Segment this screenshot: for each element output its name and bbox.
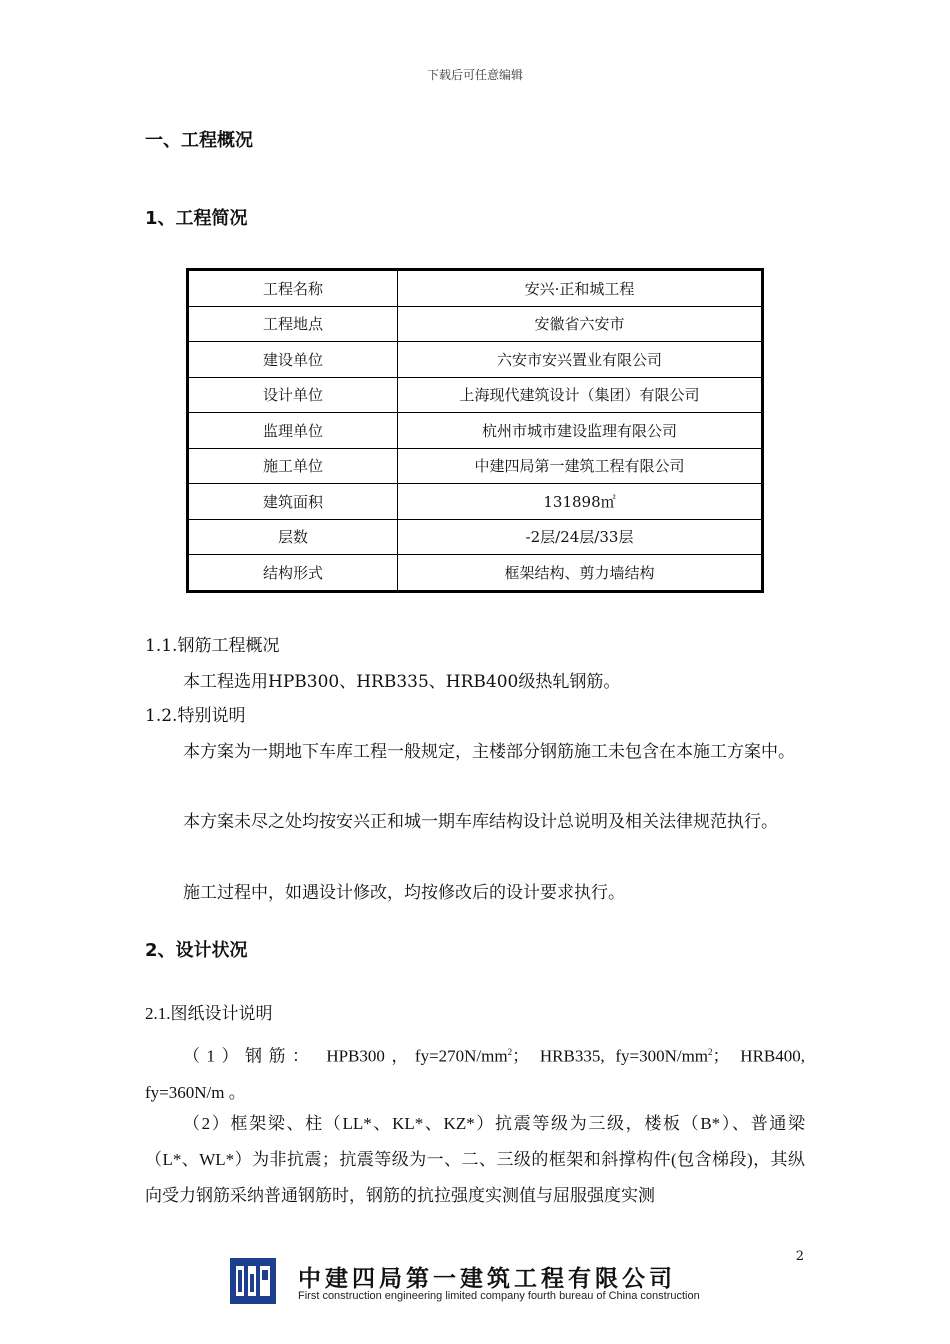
heading-2-1: 2.1.图纸设计说明 xyxy=(145,1004,273,1023)
table-label-cell: 工程地点 xyxy=(188,306,398,342)
paragraph-1-2b: 本方案未尽之处均按安兴正和城一期车库结构设计总说明及相关法律规范执行。 xyxy=(183,812,778,832)
table-value-cell: -2层/24层/33层 xyxy=(398,519,763,555)
paragraph-1-2c: 施工过程中，如遇设计修改，均按修改后的设计要求执行。 xyxy=(183,883,625,903)
paragraph-1-1: 本工程选用HPB300、HRB335、HRB400级热轧钢筋。 xyxy=(183,672,621,692)
footer-company-name-cn: 中建四局第一建筑工程有限公司 xyxy=(298,1266,676,1292)
table-row xyxy=(188,413,763,449)
table-label-cell: 工程名称 xyxy=(188,270,398,307)
table-value-cell: 框架结构、剪力墙结构 xyxy=(398,555,763,592)
table-row xyxy=(188,306,763,342)
table-label-cell: 监理单位 xyxy=(188,413,398,449)
table-label-cell: 建设单位 xyxy=(188,342,398,378)
rebar-text-2: ； HRB335, fy=300N/mm xyxy=(512,1046,709,1066)
section-heading-design: 2、设计状况 xyxy=(145,940,248,961)
page-number: 2 xyxy=(795,1249,804,1264)
header-note: 下载后可任意编辑 xyxy=(426,68,523,82)
table-value-cell: 六安市安兴置业有限公司 xyxy=(398,342,763,378)
table-row xyxy=(188,555,763,592)
rebar-text-3: ； HRB400, fy=360N/m 。 xyxy=(145,1046,805,1102)
table-row xyxy=(188,342,763,378)
company-logo-icon xyxy=(230,1258,276,1304)
table-label-cell: 施工单位 xyxy=(188,448,398,484)
table-label-cell: 建筑面积 xyxy=(188,484,398,520)
table-value-cell: 上海现代建筑设计（集团）有限公司 xyxy=(398,377,763,413)
paragraph-2-1a xyxy=(145,1034,805,1111)
table-label-cell: 层数 xyxy=(188,519,398,555)
table-row xyxy=(188,270,763,307)
table-row xyxy=(188,448,763,484)
rebar-text-1: （1）钢筋： HPB300，fy=270N/mm xyxy=(183,1046,508,1066)
table-value-cell: 杭州市城市建设监理有限公司 xyxy=(398,413,763,449)
superscript-2: 2 xyxy=(708,1047,713,1057)
table-label-cell: 结构形式 xyxy=(188,555,398,592)
table-row xyxy=(188,484,763,520)
table-row xyxy=(188,519,763,555)
table-value-cell: 安兴·正和城工程 xyxy=(398,270,763,307)
table-label-cell: 设计单位 xyxy=(188,377,398,413)
heading-1-2: 1.2.特别说明 xyxy=(145,706,246,726)
superscript-1: 2 xyxy=(507,1047,513,1057)
footer-company-name-en: First construction engineering limited company fourth bureau of China construction xyxy=(298,1290,700,1302)
table-value-cell: 中建四局第一建筑工程有限公司 xyxy=(398,448,763,484)
section-heading-project-brief: 1、工程简况 xyxy=(145,208,248,229)
table-row xyxy=(188,377,763,413)
table-value-cell: 131898㎡ xyxy=(398,484,763,520)
heading-1-1: 1.1.钢筋工程概况 xyxy=(145,636,280,656)
section-heading-overview: 一、工程概况 xyxy=(145,130,253,151)
project-info-table xyxy=(186,268,764,593)
table-value-cell: 安徽省六安市 xyxy=(398,306,763,342)
paragraph-1-2a: 本方案为一期地下车库工程一般规定，主楼部分钢筋施工未包含在本施工方案中。 xyxy=(183,742,795,762)
paragraph-2-1b: （2）框架梁、柱（LL*、KL*、KZ*）抗震等级为三级，楼板（B*）、普通梁（L*、WL*）为非抗震；抗震等级为一、二、三级的框架和斜撑构件(包含梯段)，其纵向受力钢筋采纳普通钢筋时，钢筋的抗拉强度实测值与屈服强度实测 xyxy=(145,1114,805,1205)
